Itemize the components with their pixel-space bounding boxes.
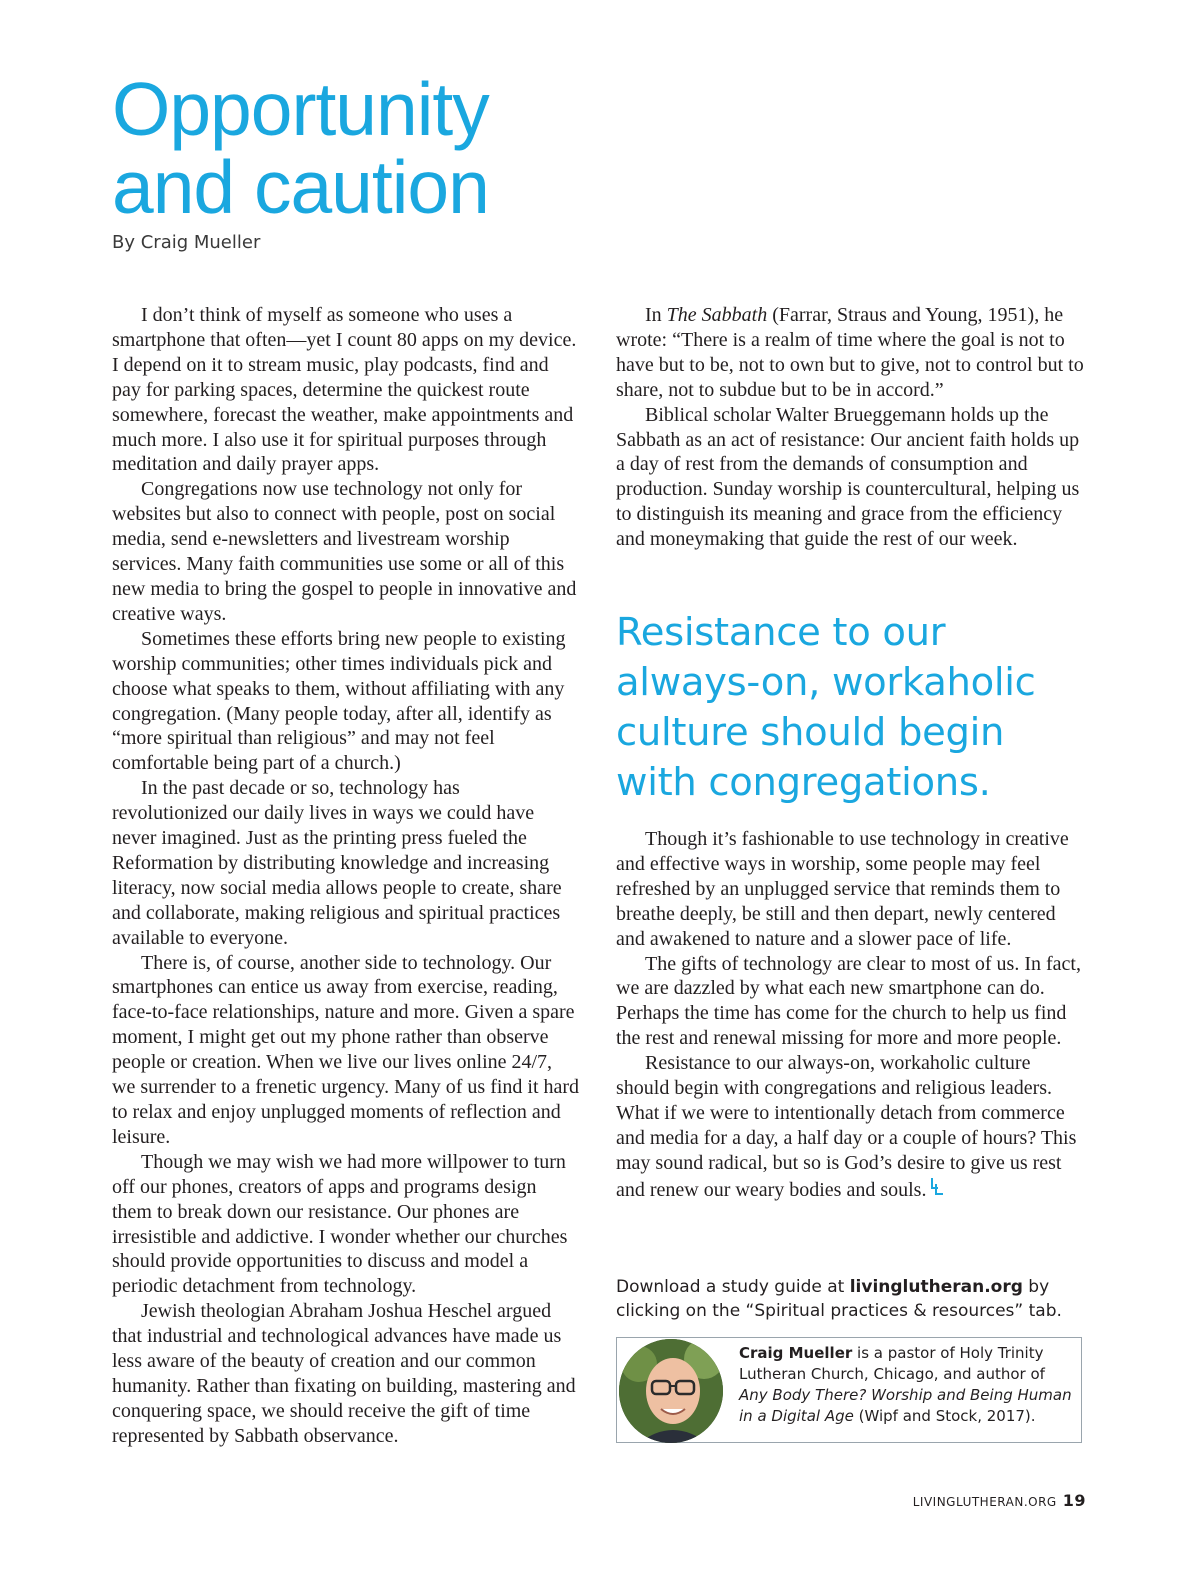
paragraph <box>616 1051 1084 1203</box>
author-name: Craig Mueller <box>739 1344 853 1362</box>
text: is a pastor of Holy Trinity Lutheran Church, Chicago, and author of <box>739 1344 1045 1383</box>
author-bio-text <box>739 1343 1077 1427</box>
left-column <box>112 303 580 1449</box>
paragraph: Sometimes these efforts bring new people to existing worship communities; other times individuals pick and choose what speaks to them, without affiliating with any congregation. (Many people today, after all, identify as “more spiritual than religious” and may not feel comfortable being part of a church.) <box>112 627 566 775</box>
page-footer <box>913 1491 1086 1510</box>
study-guide-link[interactable]: livinglutheran.org <box>849 1277 1023 1297</box>
paragraph <box>616 303 1084 403</box>
title-line-2: and caution <box>112 145 489 229</box>
pull-quote: Resistance to our always-on, workaholic culture should begin with congregations. <box>616 610 1036 805</box>
byline: By Craig Mueller <box>112 232 261 253</box>
author-photo <box>619 1339 723 1443</box>
paragraph: Biblical scholar Walter Brueggemann holds up the Sabbath as an act of resistance: Our ancient faith holds up a day of rest from the demands of consumption and production. Sunday worship is countercultural, helping us to distinguish its meaning and grace from the efficiency and moneymaking that guide the rest of our week. <box>616 403 1080 551</box>
text: (Wipf and Stock, 2017). <box>853 1407 1036 1425</box>
text: by clicking on the “Spiritual practices & resources” tab. <box>616 1277 1062 1321</box>
study-guide-note <box>616 1275 1096 1323</box>
book-title: Any Body There? Worship and Being Human in a Digital Age <box>739 1386 1072 1425</box>
page-number: 19 <box>1062 1491 1086 1510</box>
paragraph: In the past decade or so, technology has revolutionized our daily lives in ways we could have never imagined. Just as the printing press fueled the Reformation by distributing knowledge and increasing literacy, now social media allows people to create, share and collaborate, making religious and spiritual practices available to everyone. <box>112 777 562 949</box>
right-column-bottom <box>616 827 1084 1204</box>
paragraph: Though we may wish we had more willpower to turn off our phones, creators of apps and programs design them to break down our resistance. Our phones are irresistible and addictive. I wonder whether our churches should provide opportunities to discuss and model a periodic detachment from technology. <box>112 1150 568 1298</box>
article-title <box>112 67 712 229</box>
text: Resistance to our always-on, workaholic culture should begin with congregations and religious leaders. What if we were to intentionally detach from commerce and media for a day, a half day or a couple of hours? This may sound radical, but so is God’s desire to give us rest and renew our weary bodies and souls. <box>616 1052 1077 1201</box>
paragraph: The gifts of technology are clear to most of us. In fact, we are dazzled by what each new smartphone can do. Perhaps the time has come for the church to help us find the rest and renewal missing for more and more people. <box>616 952 1081 1050</box>
end-mark-icon <box>930 1180 944 1201</box>
paragraph: Jewish theologian Abraham Joshua Heschel argued that industrial and technological advances have made us less aware of the beauty of creation and our common humanity. Rather than fixating on building, mastering and conquering space, we should receive the gift of time represented by Sabbath observance. <box>112 1300 576 1447</box>
right-column-top <box>616 303 1084 552</box>
book-title: The Sabbath <box>666 304 768 326</box>
footer-site: LIVINGLUTHERAN.ORG <box>912 1495 1057 1509</box>
text: (Farrar, Straus and Young, 1951), he wrote: “There is a realm of time where the goal is not to have but to be, not to own but to give, not to control but to share, not to subdue but to be in accord.” <box>616 304 1084 401</box>
paragraph: There is, of course, another side to technology. Our smartphones can entice us away from exercise, reading, face-to-face relationships, nature and more. Given a spare moment, I might get out my phone rather than observe people or creation. When we live our lives online 24/7, we surrender to a frenetic urgency. Many of us find it hard to relax and enjoy unplugged moments of reflection and leisure. <box>112 951 580 1148</box>
paragraph: Though it’s fashionable to use technology in creative and effective ways in worship, some people may feel refreshed by an unplugged service that reminds them to breathe deeply, be still and then depart, newly centered and awakened to nature and a slower pace of life. <box>616 828 1069 950</box>
paragraph: Congregations now use technology not only for websites but also to connect with people, post on social media, send e-newsletters and livestream worship services. Many faith communities use some or all of this new media to bring the gospel to people in innovative and creative ways. <box>112 478 577 625</box>
author-bio-box <box>616 1337 1082 1443</box>
text: In <box>645 304 667 326</box>
title-line-1: Opportunity <box>112 67 489 151</box>
paragraph: I don’t think of myself as someone who uses a smartphone that often—yet I count 80 apps on my device. I depend on it to stream music, play podcasts, find and pay for parking spaces, determine the quickest route somewhere, forecast the weather, make appointments and much more. I also use it for spiritual purposes through meditation and daily prayer apps. <box>112 304 577 476</box>
text: Download a study guide at <box>616 1277 850 1297</box>
